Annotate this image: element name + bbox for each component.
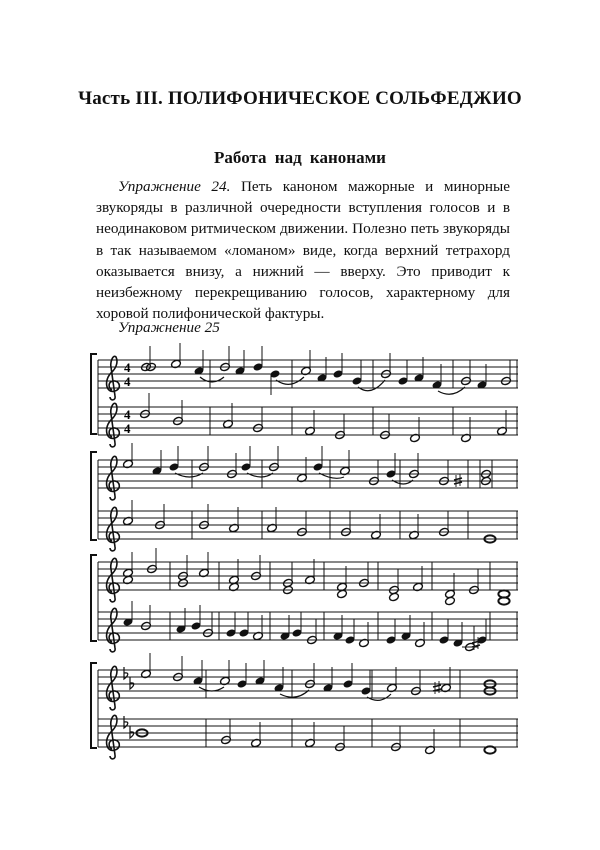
exercise-25-label: Упражнение 25: [118, 319, 220, 336]
score-system-2: [91, 443, 518, 551]
section-title: Работа над канонами: [214, 148, 386, 167]
exercise-24-text: Петь каноном мажорные и минорные звукоряды в различной очередности вступления голосов и в неодинаковом ритмическом движении. Полезно петь звукоряды в так называемом «ломаном» виде, когда верхний тетрахорд оказывается внизу, а нижний — вверху. Это приводит к неизбежному перекрещиванию голосов, характерному для хоровой полифонической фактуры.: [96, 178, 510, 323]
exercise-24-label: Упражнение 24.: [118, 178, 231, 195]
chapter-title: Часть III. ПОЛИФОНИЧЕСКОЕ СОЛЬФЕДЖИО: [78, 88, 522, 109]
score-system-4: [91, 653, 518, 759]
score-system-3: [91, 548, 518, 652]
time-sig-top: 4: [124, 407, 131, 422]
score-system-1: [91, 343, 518, 447]
time-sig-bottom: 4: [124, 421, 131, 436]
time-sig-bottom: 4: [124, 374, 131, 389]
time-sig-top: 4: [124, 360, 131, 375]
